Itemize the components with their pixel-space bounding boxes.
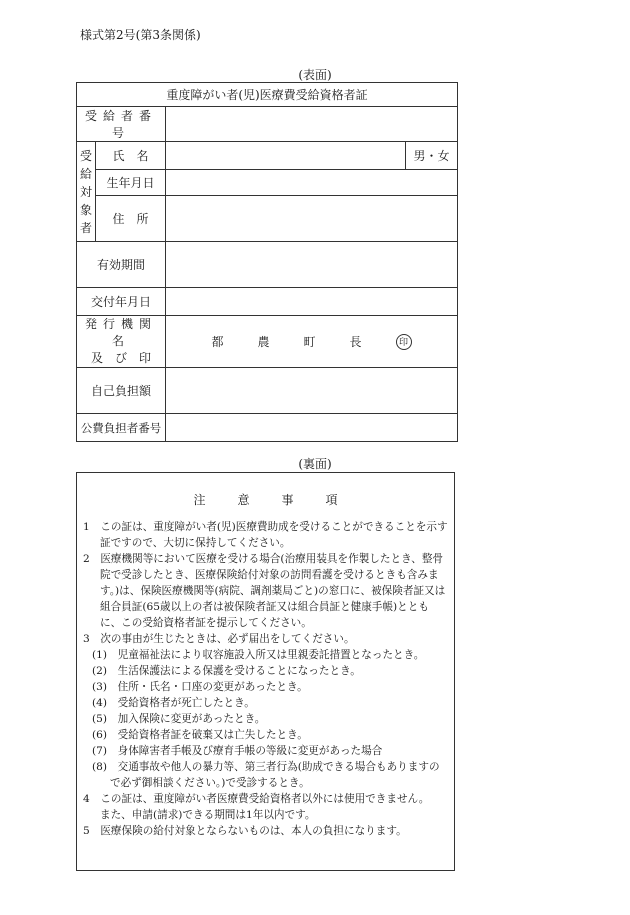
name-field[interactable] bbox=[166, 142, 406, 170]
issuer-char: 町 bbox=[303, 335, 316, 349]
seal-mark: 印 bbox=[396, 334, 412, 350]
issuer-char: 都 bbox=[211, 335, 224, 349]
issue-date-label: 交付年月日 bbox=[77, 288, 166, 316]
back-side-label: (裏面) bbox=[298, 457, 332, 471]
subnote-item: (4) 受給資格者が死亡したとき。 bbox=[92, 697, 255, 709]
note-item: 3 次の事由が生じたときは、必ず届出をしてください。 bbox=[83, 633, 355, 645]
validity-label: 有効期間 bbox=[77, 242, 166, 288]
issuer-field bbox=[166, 316, 458, 368]
target-group-label: 受 給 対 象 者 bbox=[77, 142, 96, 242]
subnote-item: (2) 生活保護法による保護を受けることになったとき。 bbox=[92, 665, 361, 677]
form-id: 様式第2号(第3条関係) bbox=[80, 28, 201, 42]
note-item: 2 医療機関等において医療を受ける場合(治療用装具を作製したとき、整骨院で受診したとき、医療保険給付対象の訪問看護を受けるときも含みます。)は、保険医療機関等(病院、調剤薬局ごと)の窓口に、被保険者証又は組合員証(65歳以上の者は被保険者証又は組合員証と健康手帳)とともに、この受給資格者証を提示してください。 bbox=[83, 553, 446, 629]
subnote-item: (3) 住所・氏名・口座の変更があったとき。 bbox=[92, 681, 308, 693]
issuer-char: 長 bbox=[349, 335, 362, 349]
public-payer-field[interactable] bbox=[166, 414, 458, 442]
copay-field[interactable] bbox=[166, 368, 458, 414]
notes-list bbox=[83, 519, 450, 839]
validity-field[interactable] bbox=[166, 242, 458, 288]
public-payer-label: 公費負担者番号 bbox=[77, 414, 166, 442]
copay-label: 自己負担額 bbox=[77, 368, 166, 414]
birthdate-label: 生年月日 bbox=[96, 170, 166, 196]
note-item: 1 この証は、重度障がい者(児)医療費助成を受けることができることを示す証ですので、大切に保持してください。 bbox=[83, 521, 448, 549]
note-item: 4 この証は、重度障がい者医療費受給資格者以外には使用できません。 bbox=[83, 793, 430, 805]
address-field[interactable] bbox=[166, 196, 458, 242]
issuer-label: 発行機関名 及 び 印 bbox=[77, 316, 166, 368]
notes-title: 注 意 事 項 bbox=[193, 493, 338, 507]
issuer-char: 農 bbox=[257, 335, 270, 349]
address-label: 住 所 bbox=[96, 196, 166, 242]
recipient-number-label: 受給者番号 bbox=[77, 107, 166, 142]
subnote-item: (7) 身体障害者手帳及び療育手帳の等級に変更があった場合 bbox=[92, 745, 383, 757]
recipient-number-field[interactable] bbox=[166, 107, 458, 142]
front-side-label: (表面) bbox=[298, 68, 332, 82]
subnote-item: (6) 受給資格者証を破棄又は亡失したとき。 bbox=[92, 729, 308, 741]
back-notes-box bbox=[76, 472, 455, 871]
name-label: 氏 名 bbox=[96, 142, 166, 170]
subnote-item: (1) 児童福祉法により収容施設入所又は里親委託措置となったとき。 bbox=[92, 649, 425, 661]
note-item-continuation: また、申請(請求)できる期間は1年以内です。 bbox=[100, 809, 316, 821]
front-card-table bbox=[76, 82, 458, 442]
card-title: 重度障がい者(児)医療費受給資格者証 bbox=[77, 83, 458, 107]
issue-date-field[interactable] bbox=[166, 288, 458, 316]
note-item: 5 医療保険の給付対象とならないものは、本人の負担になります。 bbox=[83, 825, 407, 837]
birthdate-field[interactable] bbox=[166, 170, 458, 196]
gender-field: 男・女 bbox=[406, 142, 458, 170]
subnote-item: (8) 交通事故や他人の暴力等、第三者行為(助成できる場合もありますので必ず御相談ください。)で受診するとき。 bbox=[92, 761, 440, 789]
subnote-item: (5) 加入保険に変更があったとき。 bbox=[92, 713, 266, 725]
